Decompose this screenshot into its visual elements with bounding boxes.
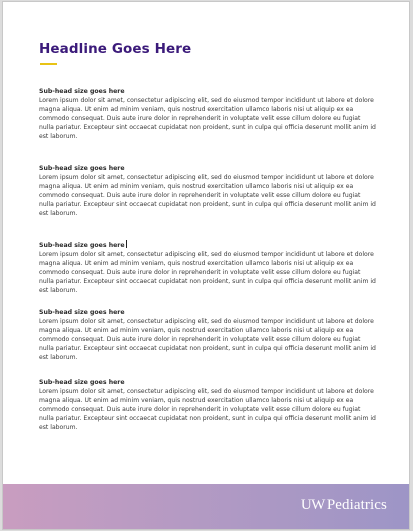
content-section [39,240,377,295]
content-section [39,378,377,432]
logo-uw-text: UW [300,497,325,513]
headline-accent-rule [40,63,57,65]
logo-name-text: Pediatrics [326,497,387,513]
section-subhead[interactable]: Sub-head size goes here [39,242,125,249]
document-page[interactable] [2,1,410,530]
section-body[interactable]: Lorem ipsum dolor sit amet, consectetur adipiscing elit, sed do eiusmod tempor incididunt ut labore et dolore magna aliqua. Ut enim ad minim veniam, quis nostrud exercitation ullamco laboris nisi ut aliquip ex ea commodo consequat. Duis aute irure dolor in reprehenderit in voluptate velit esse cillum dolore eu fugiat nulla pariatur. Excepteur sint occaecat cupidatat non proident, sunt in culpa qui officia deserunt mollit anim id est laborum. [39,97,376,141]
text-cursor [126,240,127,248]
content-section [39,87,377,141]
section-subhead[interactable]: Sub-head size goes here [39,165,125,172]
page-headline[interactable]: Headline Goes Here [39,41,192,57]
section-body[interactable]: Lorem ipsum dolor sit amet, consectetur adipiscing elit, sed do eiusmod tempor incididunt ut labore et dolore magna aliqua. Ut enim ad minim veniam, quis nostrud exercitation ullamco laboris nisi ut aliquip ex ea commodo consequat. Duis aute irure dolor in reprehenderit in voluptate velit esse cillum dolore eu fugiat nulla pariatur. Excepteur sint occaecat cupidatat non proident, sunt in culpa qui officia deserunt mollit anim id est laborum. [39,174,376,218]
uw-pediatrics-logo [301,497,387,514]
section-body[interactable]: Lorem ipsum dolor sit amet, consectetur adipiscing elit, sed do eiusmod tempor incididunt ut labore et dolore magna aliqua. Ut enim ad minim veniam, quis nostrud exercitation ullamco laboris nisi ut aliquip ex ea commodo consequat. Duis aute irure dolor in reprehenderit in voluptate velit esse cillum dolore eu fugiat nulla pariatur. Excepteur sint occaecat cupidatat non proident, sunt in culpa qui officia deserunt mollit anim id est laborum. [39,388,376,432]
section-subhead[interactable]: Sub-head size goes here [39,88,125,95]
content-section [39,164,377,218]
section-subhead-with-caret[interactable] [39,240,377,250]
footer-gradient-band [3,484,409,529]
section-subhead[interactable]: Sub-head size goes here [39,379,125,386]
section-body[interactable]: Lorem ipsum dolor sit amet, consectetur adipiscing elit, sed do eiusmod tempor incididunt ut labore et dolore magna aliqua. Ut enim ad minim veniam, quis nostrud exercitation ullamco laboris nisi ut aliquip ex ea commodo consequat. Duis aute irure dolor in reprehenderit in voluptate velit esse cillum dolore eu fugiat nulla pariatur. Excepteur sint occaecat cupidatat non proident, sunt in culpa qui officia deserunt mollit anim id est laborum. [39,251,376,295]
section-subhead[interactable]: Sub-head size goes here [39,309,125,316]
section-body[interactable]: Lorem ipsum dolor sit amet, consectetur adipiscing elit, sed do eiusmod tempor incididunt ut labore et dolore magna aliqua. Ut enim ad minim veniam, quis nostrud exercitation ullamco laboris nisi ut aliquip ex ea commodo consequat. Duis aute irure dolor in reprehenderit in voluptate velit esse cillum dolore eu fugiat nulla pariatur. Excepteur sint occaecat cupidatat non proident, sunt in culpa qui officia deserunt mollit anim id est laborum. [39,318,376,362]
content-section [39,308,377,362]
